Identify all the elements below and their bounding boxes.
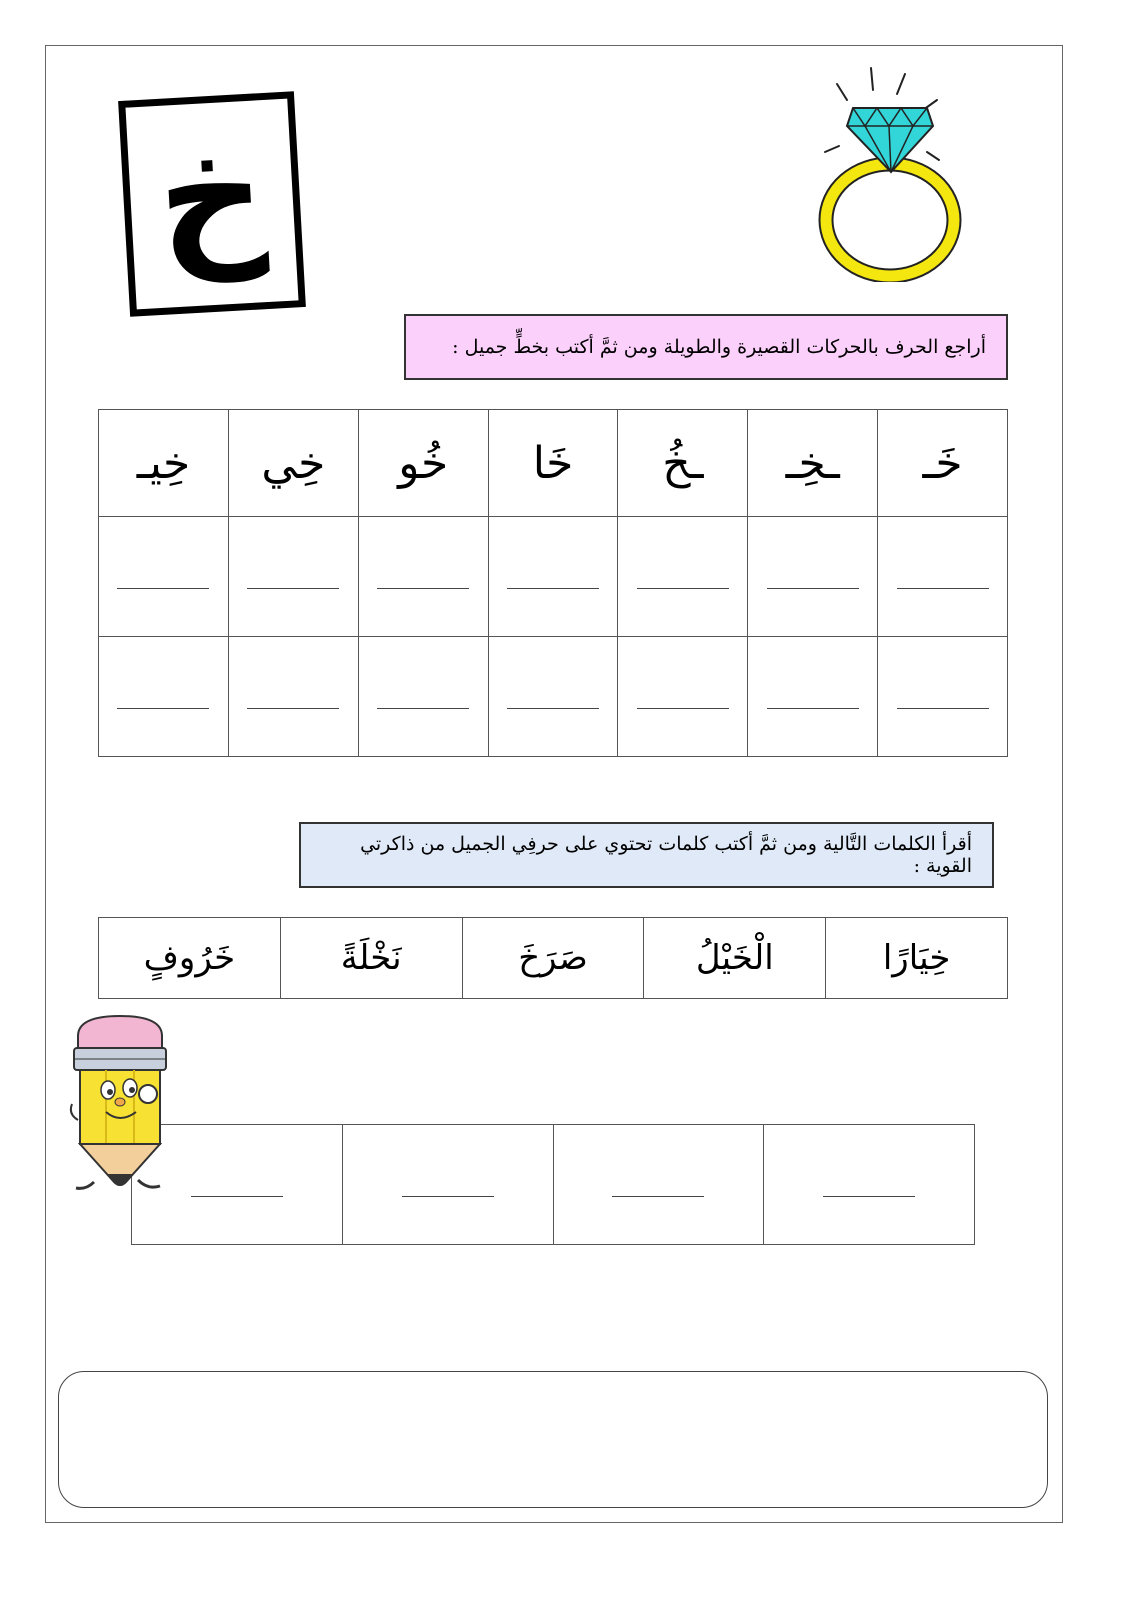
answer-line [402,1196,494,1197]
writing-row [99,517,1008,637]
featured-letter: خ [152,106,271,286]
instruction-box-1 [404,314,1008,380]
notes-box[interactable] [58,1371,1048,1508]
syllable-row [99,410,1008,517]
writing-row [99,637,1008,757]
syllable-cell: خُو [358,410,488,517]
writing-cell[interactable] [488,637,618,757]
syllable-cell: خَا [488,410,618,517]
syllable-cell: ـخِـ [748,410,878,517]
syllable-cell: ـخُ [618,410,748,517]
answer-line [612,1196,704,1197]
writing-cell[interactable] [488,517,618,637]
word-cell: صَرَخَ [462,918,644,999]
word-row [99,918,1008,999]
writing-cell[interactable] [618,637,748,757]
answer-cell[interactable] [553,1125,764,1245]
writing-line [767,588,859,589]
ring-icon [815,62,965,282]
writing-cell[interactable] [358,517,488,637]
word-cell: خِيَارًا [826,918,1008,999]
letter-card [118,91,306,316]
word-table [98,917,1008,999]
syllable-cell: خِيـ [99,410,229,517]
writing-cell[interactable] [618,517,748,637]
writing-cell[interactable] [878,637,1008,757]
instruction-text-1: أراجع الحرف بالحركات القصيرة والطويلة ومن ثمَّ أكتب بخطٍّ جميل : [452,336,986,358]
syllable-cell: خَـ [878,410,1008,517]
writing-cell[interactable] [878,517,1008,637]
answer-cell[interactable] [764,1125,975,1245]
writing-cell[interactable] [99,517,229,637]
writing-line [507,588,599,589]
writing-line [117,588,209,589]
writing-line [637,708,729,709]
writing-cell[interactable] [358,637,488,757]
writing-cell[interactable] [748,517,878,637]
writing-line [897,708,989,709]
writing-cell[interactable] [99,637,229,757]
writing-cell[interactable] [228,637,358,757]
answer-line [191,1196,283,1197]
writing-line [247,708,339,709]
answer-row [132,1125,975,1245]
pencil-mascot-icon [68,1014,172,1194]
instruction-text-2: أقرأ الكلمات التَّالية ومن ثمَّ أكتب كلمات تحتوي على حرفِي الجميل من ذاكرتي القوية : [360,833,972,877]
word-cell: خَرُوفٍ [99,918,281,999]
answer-cell[interactable] [342,1125,553,1245]
writing-cell[interactable] [748,637,878,757]
writing-line [897,588,989,589]
answer-line [823,1196,915,1197]
writing-line [637,588,729,589]
syllable-cell: خِي [228,410,358,517]
word-cell: الْخَيْلُ [644,918,826,999]
answer-table [131,1124,975,1245]
writing-line [117,708,209,709]
writing-line [247,588,339,589]
instruction-box-2 [299,822,994,888]
writing-line [507,708,599,709]
word-cell: نَخْلَةً [280,918,462,999]
writing-line [377,708,469,709]
writing-cell[interactable] [228,517,358,637]
writing-line [377,588,469,589]
writing-line [767,708,859,709]
syllable-practice-table [98,409,1008,757]
